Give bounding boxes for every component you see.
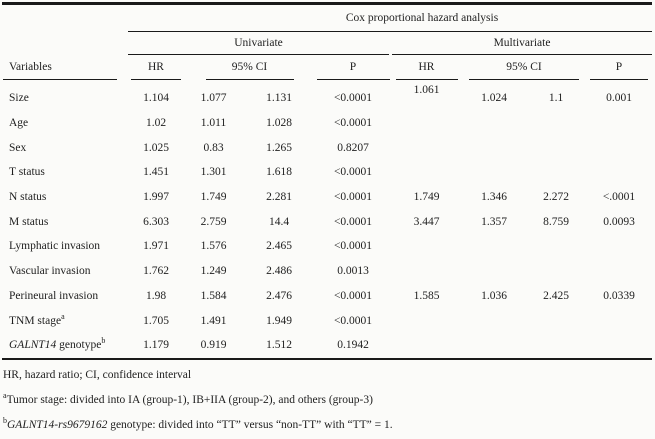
row-variable xyxy=(2,92,128,104)
cell-uni-p: <0.0001 xyxy=(333,117,373,130)
table-row xyxy=(2,284,655,309)
cell-uni-ci-high: 1.512 xyxy=(266,339,292,352)
row-variable xyxy=(2,216,128,228)
cell-uni-p: 0.0013 xyxy=(337,265,369,278)
cell-uni-ci-low: 1.576 xyxy=(200,240,227,253)
cell-uni-p: <0.0001 xyxy=(333,191,373,204)
table-row xyxy=(2,160,655,185)
row-variable-text: N status xyxy=(9,191,47,204)
row-variable-text: M status xyxy=(9,215,49,228)
cell-uni-ci-low: 2.759 xyxy=(200,215,227,228)
cell-uni-ci-low: 0.83 xyxy=(203,141,224,154)
footnote-a xyxy=(3,390,655,407)
cell-multi-hr: 1.749 xyxy=(413,191,440,204)
footnote-abbreviations: HR, hazard ratio; CI, confidence interval xyxy=(3,368,192,381)
footnote-b-sup: b xyxy=(3,415,7,425)
cell-uni-ci-low: 1.011 xyxy=(200,117,227,130)
cell-multi-hr: 3.447 xyxy=(413,215,440,228)
row-variable xyxy=(2,265,128,277)
cell-uni-ci-high: 14.4 xyxy=(268,215,290,228)
cell-uni-ci-high: 2.486 xyxy=(266,265,292,278)
column-header-uni-p: P xyxy=(349,61,357,73)
cell-uni-ci-low: 1.491 xyxy=(200,314,227,327)
cell-uni-hr: 1.451 xyxy=(143,166,169,179)
row-variable-italic: GALNT14 xyxy=(9,339,57,352)
cell-uni-ci-high: 2.465 xyxy=(266,240,292,253)
cell-uni-hr: 1.762 xyxy=(143,265,169,278)
cell-multi-p: <.0001 xyxy=(602,191,636,204)
cell-uni-hr: 1.971 xyxy=(143,240,169,253)
cell-uni-p: 0.1942 xyxy=(337,339,369,352)
table-title: Cox proportional hazard analysis xyxy=(128,5,652,32)
cell-uni-ci-high: 2.476 xyxy=(266,289,292,302)
cell-uni-ci-low: 0.919 xyxy=(200,339,227,352)
table-row xyxy=(2,185,655,210)
column-header-uni-hr: HR xyxy=(148,61,164,73)
cell-uni-p: 0.8207 xyxy=(337,141,369,154)
row-variable-text: Perineural invasion xyxy=(9,289,99,302)
row-variable-text: TNM stage xyxy=(9,314,62,327)
group-header-univariate: Univariate xyxy=(128,32,389,55)
row-variable-text: Vascular invasion xyxy=(9,265,91,278)
footnote-a-sup: a xyxy=(3,390,7,400)
cell-uni-ci-high: 1.131 xyxy=(266,92,292,105)
table-row xyxy=(2,209,655,234)
row-variable xyxy=(2,142,128,154)
column-header-multi-p: P xyxy=(615,61,623,73)
table-bottom-border xyxy=(2,358,652,360)
group-header-multivariate: Multivariate xyxy=(392,32,652,55)
footnote-b xyxy=(3,415,655,432)
table-column-header-row xyxy=(2,55,655,79)
table-row xyxy=(2,234,655,259)
rule-multi-hr xyxy=(396,79,458,80)
cell-multi-p: 0.0093 xyxy=(603,215,635,228)
cell-uni-hr: 1.997 xyxy=(143,191,169,204)
cell-uni-p: <0.0001 xyxy=(333,92,373,105)
row-variable xyxy=(2,117,128,129)
cell-uni-hr: 1.179 xyxy=(143,339,169,352)
cell-multi-ci-high: 2.272 xyxy=(543,191,569,204)
row-variable-text: Lymphatic invasion xyxy=(9,240,101,253)
row-variable-text: Size xyxy=(9,92,29,105)
cell-uni-ci-high: 1.265 xyxy=(266,141,292,154)
column-header-uni-ci: 95% CI xyxy=(231,61,268,73)
row-variable xyxy=(2,240,128,252)
cell-uni-ci-low: 1.584 xyxy=(200,289,227,302)
cell-uni-p: <0.0001 xyxy=(333,240,373,253)
cell-uni-ci-low: 1.249 xyxy=(200,265,227,278)
table-row xyxy=(2,333,655,358)
cell-uni-ci-high: 1.618 xyxy=(266,166,292,179)
cell-uni-p: <0.0001 xyxy=(333,166,373,179)
cell-multi-p: 0.0339 xyxy=(603,289,635,302)
column-header-variables: Variables xyxy=(9,61,52,73)
column-header-multi-hr: HR xyxy=(418,61,435,73)
table-row xyxy=(2,86,655,111)
table-row xyxy=(2,111,655,136)
row-variable xyxy=(2,191,128,203)
cell-multi-ci-low: 1.024 xyxy=(481,92,507,105)
row-variable xyxy=(2,166,128,178)
row-variable-text: Age xyxy=(9,117,29,130)
cell-uni-ci-low: 1.301 xyxy=(200,166,227,179)
paper-page xyxy=(0,2,655,439)
cell-multi-ci-low: 1.357 xyxy=(481,215,507,228)
row-variable-text: Sex xyxy=(9,141,27,154)
cell-uni-hr: 1.705 xyxy=(143,314,169,327)
cell-uni-p: <0.0001 xyxy=(333,289,373,302)
cell-multi-ci-high: 2.425 xyxy=(543,289,569,302)
table-row xyxy=(2,259,655,284)
cell-multi-ci-low: 1.036 xyxy=(481,289,507,302)
cell-uni-hr: 1.104 xyxy=(143,92,169,105)
row-variable xyxy=(2,311,128,327)
cell-multi-hr: 1.585 xyxy=(413,289,440,302)
row-variable-text: genotype xyxy=(56,339,102,352)
footnote-a-text: Tumor stage: divided into IA (group-1), IB+IIA (group-2), and others (group-3) xyxy=(6,393,373,406)
cell-uni-hr: 1.98 xyxy=(145,289,167,302)
table-row xyxy=(2,308,655,333)
cell-uni-ci-low: 1.749 xyxy=(200,191,227,204)
row-variable-sup: a xyxy=(61,311,65,321)
rule-multi-ci xyxy=(469,79,579,80)
column-header-multi-ci: 95% CI xyxy=(506,61,542,73)
table-title-row xyxy=(2,5,655,32)
cell-multi-ci-high: 8.759 xyxy=(543,215,569,228)
cell-uni-hr: 1.02 xyxy=(145,117,167,130)
cell-uni-ci-low: 1.077 xyxy=(200,92,227,105)
cell-uni-ci-high: 1.028 xyxy=(266,117,292,130)
cell-multi-p: 0.001 xyxy=(606,92,632,105)
footnote-b-italic: GALNT14-rs9679162 xyxy=(7,418,108,431)
cell-uni-p: <0.0001 xyxy=(333,215,373,228)
row-variable-sup: b xyxy=(101,336,106,346)
rule-uni-p xyxy=(317,79,390,80)
cell-uni-p: <0.0001 xyxy=(333,314,373,327)
rule-uni-ci xyxy=(206,79,294,80)
row-variable xyxy=(2,290,128,302)
rule-multi-p xyxy=(590,79,648,80)
row-variable xyxy=(2,336,128,352)
cell-multi-hr: 1.061 xyxy=(413,84,440,97)
cell-uni-ci-high: 1.949 xyxy=(266,314,292,327)
table-body xyxy=(0,86,655,358)
cell-uni-hr: 6.303 xyxy=(143,215,169,228)
cell-multi-ci-low: 1.346 xyxy=(481,191,507,204)
rule-uni-hr xyxy=(131,79,181,80)
table-row xyxy=(2,135,655,160)
table-header-rules-row xyxy=(2,79,655,86)
footnotes xyxy=(3,369,655,432)
table-group-header-row xyxy=(2,32,655,55)
cell-uni-ci-high: 2.281 xyxy=(266,191,292,204)
rule-variables xyxy=(3,79,117,80)
footnote-b-text: genotype: divided into “TT” versus “non-TT” with “TT” = 1. xyxy=(107,418,393,431)
cell-uni-hr: 1.025 xyxy=(143,141,169,154)
row-variable-text: T status xyxy=(9,166,45,179)
cell-multi-ci-high: 1.1 xyxy=(548,92,564,105)
